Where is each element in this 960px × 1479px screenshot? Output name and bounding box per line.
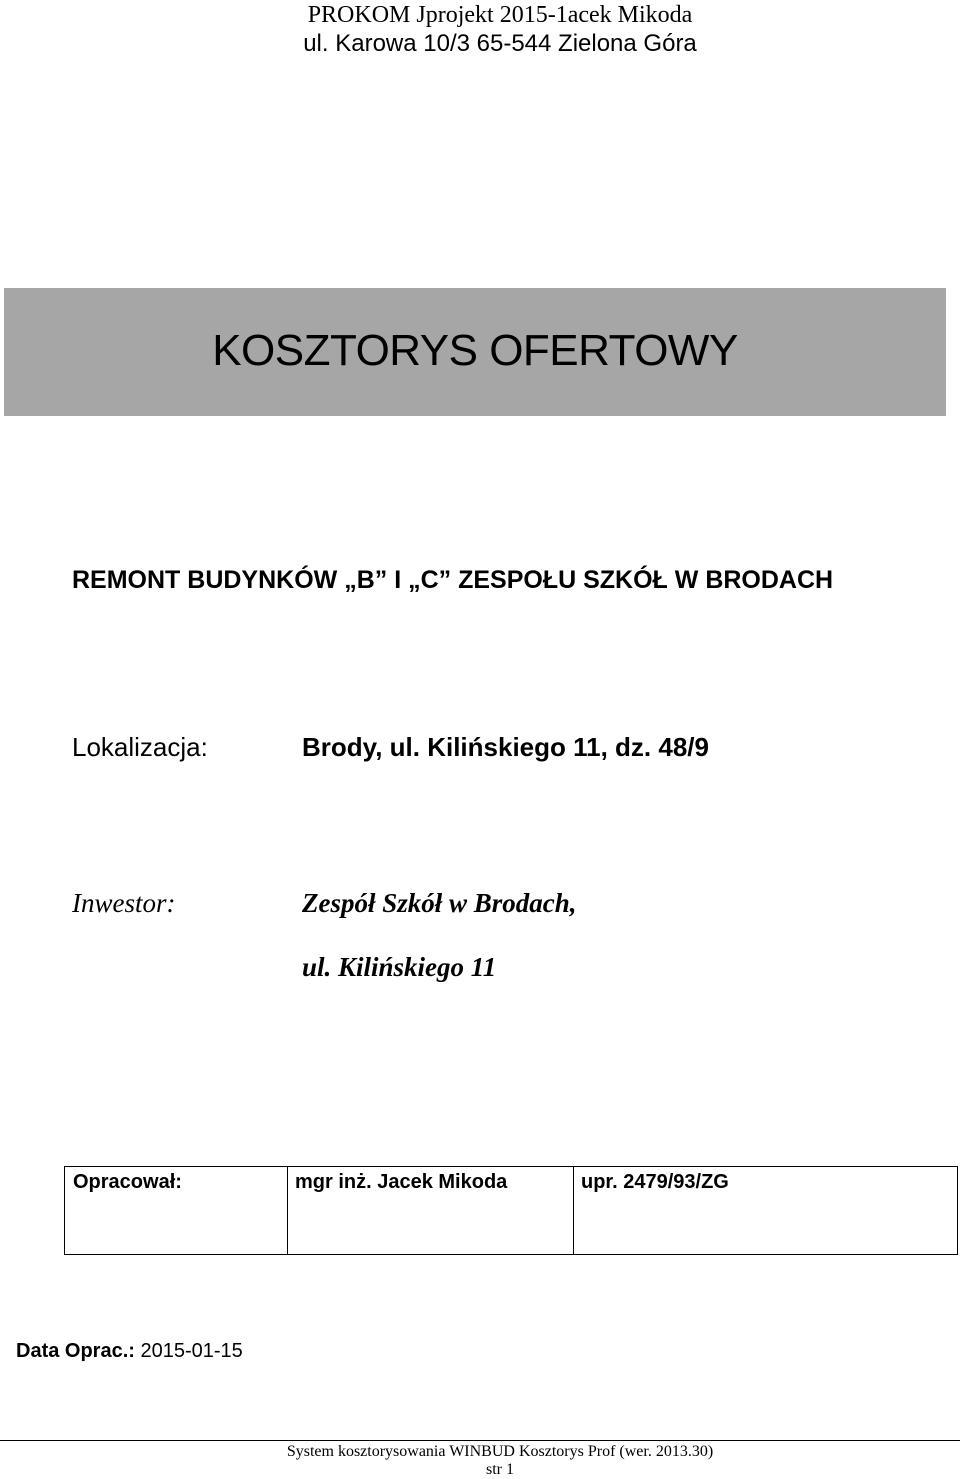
author-label: Opracował:	[73, 1171, 182, 1193]
location-value: Brody, ul. Kilińskiego 11, dz. 48/9	[302, 732, 709, 762]
author-table	[64, 1166, 958, 1255]
author-name: mgr inż. Jacek Mikoda	[295, 1171, 508, 1193]
date-value: 2015-01-15	[140, 1340, 243, 1362]
table-divider	[287, 1167, 288, 1254]
author-permit: upr. 2479/93/ZG	[581, 1171, 729, 1193]
investor-label: Inwestor:	[72, 888, 176, 918]
investor-address: ul. Kilińskiego 11	[302, 952, 497, 982]
footer-divider	[0, 1440, 960, 1441]
table-divider	[573, 1167, 574, 1254]
location-label: Lokalizacja:	[72, 732, 208, 762]
investor-name: Zespół Szkół w Brodach,	[302, 888, 577, 918]
document-title: KOSZTORYS OFERTOWY	[212, 326, 738, 375]
footer-page-number: str 1	[486, 1461, 514, 1478]
header-company: PROKOM Jprojekt 2015-1acek Mikoda	[307, 2, 693, 28]
footer-system: System kosztorysowania WINBUD Kosztorys Prof (wer. 2013.30)	[286, 1443, 714, 1460]
date-row	[16, 1340, 243, 1363]
project-title: REMONT BUDYNKÓW „B” I „C” ZESPOŁU SZKÓŁ W BRODACH	[72, 566, 834, 594]
header-address: ul. Karowa 10/3 65-544 Zielona Góra	[303, 30, 697, 57]
date-label: Data Oprac.:	[16, 1340, 135, 1362]
